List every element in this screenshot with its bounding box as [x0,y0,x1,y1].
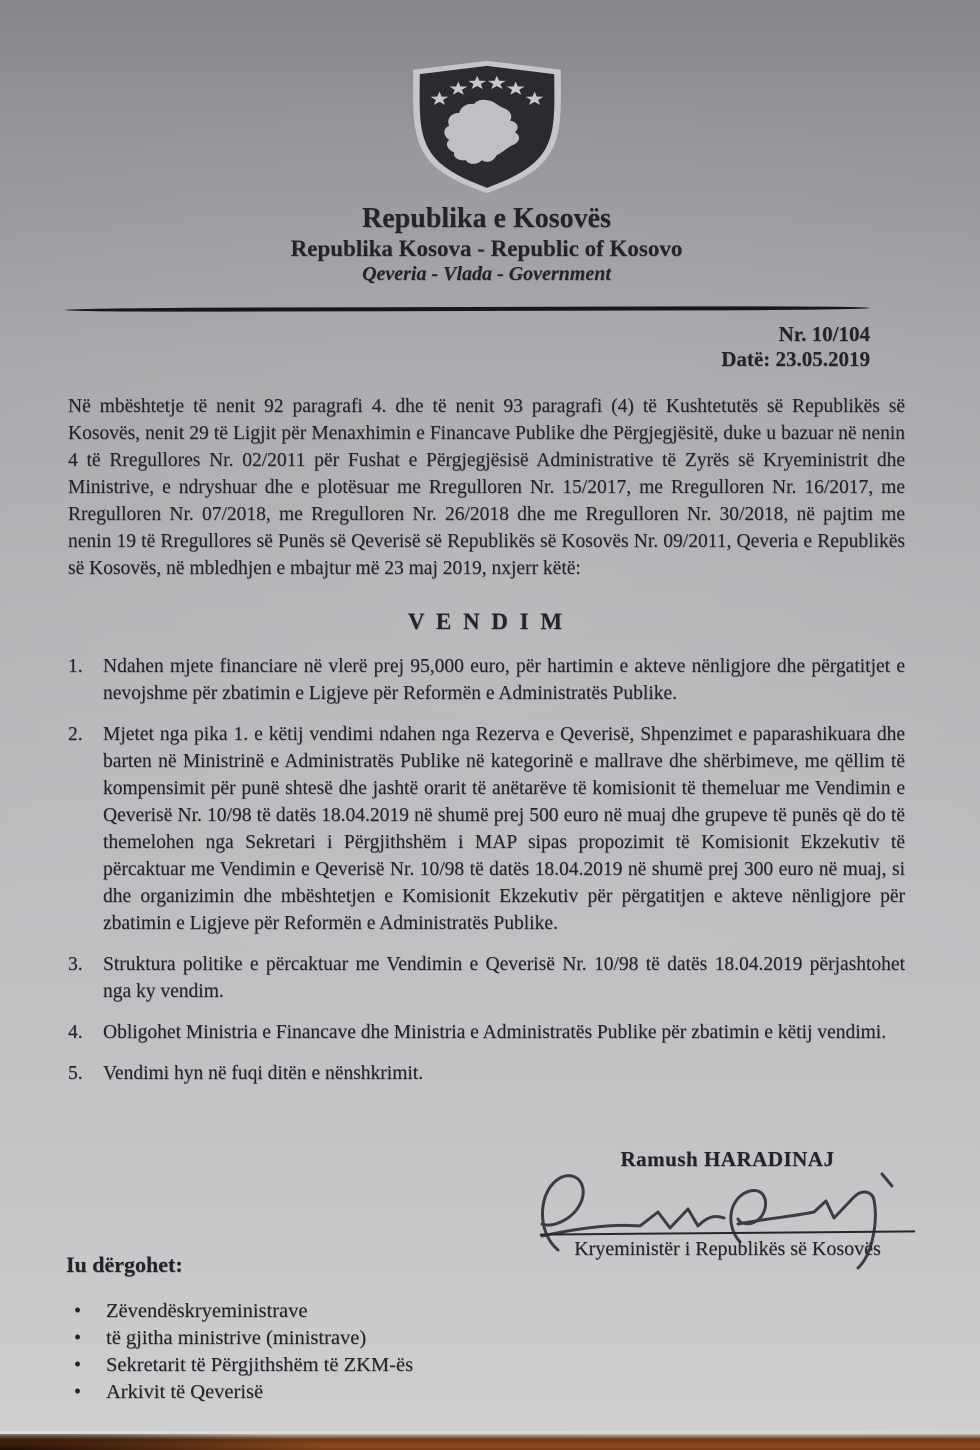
decision-item-3 [68,951,905,1005]
decision-items [68,653,905,1087]
emblem-container [68,57,905,197]
item-text: Vendimi hyn në fuqi ditën e nënshkrimit. [103,1063,424,1084]
item-number: 3. [68,954,83,975]
distribution-item: • Zëvendëskryeministrave [66,1298,413,1325]
kosovo-coat-of-arms-icon [405,57,569,197]
preamble-paragraph: Në mbështetje të nenit 92 paragrafi 4. dhe të nenit 93 paragrafi (4) të Kushtetutës së Republikës së Kosovës, nenit 29 të Ligjit për Menaxhimin e Financave Publike dhe Përgjegjësitë, duke u bazuar në nenin 4 të Rregullores Nr. 02/2011 për Fushat e Përgjegjësisë Administrative të Zyrës së Kryeministrit dhe Ministrive, e ndryshuar dhe e plotësuar me Rregulloren Nr. 15/2017, me Rregulloren Nr. 16/2017, me Rregulloren Nr. 07/2018, me Rregulloren Nr. 26/2018 dhe me Rregulloren Nr. 30/2018, në pajtim me nenin 19 të Rregullores së Punës së Qeverisë së Republikës së Kosovës Nr. 09/2011, Qeveria e Republikës së Kosovës, në mbledhjen e mbajtur më 23 maj 2019, nxjerr këtë: [68,396,905,579]
distribution-item: • Sekretarit të Përgjithshëm të ZKM-ës [66,1352,413,1379]
government-tagline: Qeveria - Vlada - Government [362,263,611,285]
item-number: 5. [68,1063,83,1084]
distribution-item: • të gjitha ministrive (ministrave) [66,1325,413,1352]
decision-item-5 [68,1060,905,1087]
item-text: Obligohet Ministria e Financave dhe Ministria e Administratës Publike për zbatimin e këtij vendimi. [103,1022,887,1043]
table-edge [0,1434,980,1450]
state-name-trilingual: Republika Kosova - Republic of Kosovo [290,236,683,261]
item-number: 4. [68,1022,83,1043]
document-date: Datë: 23.05.2019 [721,347,870,371]
item-text: Ndahen mjete financiare në vlerë prej 95,000 euro, për hartimin e akteve nënligjore dhe përgatitjet e nevojshme për zbatimin e Ligjeve për Reformën e Administratës Publike. [103,656,905,704]
item-text: Struktura politike e përcaktuar me Vendimin e Qeverisë Nr. 10/98 të datës 18.04.2019 përjashtohet nga ky vendim. [103,954,905,1002]
item-number: 2. [68,724,83,745]
signer-title: Kryeministër i Republikës së Kosovës [574,1238,881,1260]
decision-item-4 [68,1019,905,1046]
header-divider [65,306,870,312]
document-meta [68,322,905,372]
signature-block [540,1146,915,1262]
distribution-heading: Iu dërgohet: [66,1252,183,1277]
distribution-item: • Arkivit të Qeverisë [66,1379,413,1406]
decision-item-1 [68,653,905,707]
state-name: Republika e Kosovës [362,203,611,234]
distribution-section [66,1252,413,1406]
document-number: Nr. 10/104 [778,322,870,346]
handwritten-signature [528,1162,928,1272]
item-text: Mjetet nga pika 1. e këtij vendimi ndahen nga Rezerva e Qeverisë, Shpenzimet e paparashikuara dhe barten në Ministrinë e Administratës Publike në kategorinë e mallrave dhe shërbimeve, me qëllim të kompensimit për punë shtesë dhe jashtë orarit të anëtarëve të komisionit të themeluar me Vendimin e Qeverisë Nr. 10/98 të datës 18.04.2019 në shumë prej 500 euro në muaj dhe grupeve të punës që do të themelohen nga Sekretari i Përgjithshëm i MAP sipas propozimit të Komisionit Ekzekutiv të përcaktuar me Vendimin e Qeverisë Nr. 10/98 të datës 18.04.2019 në shumë prej 300 euro në muaj, si dhe organizimin dhe mbështetjen e Komisionit Ekzekutiv për përgatitjen e akteve nënligjore për zbatimin e Ligjeve për Reformën e Administratës Publike. [103,724,905,934]
signer-name: Ramush HARADINAJ [620,1147,835,1171]
decision-item-2 [68,721,905,937]
document-body [68,0,905,1087]
distribution-list [66,1298,413,1406]
item-number: 1. [68,656,83,677]
decision-heading: V E N D I M [407,609,566,634]
